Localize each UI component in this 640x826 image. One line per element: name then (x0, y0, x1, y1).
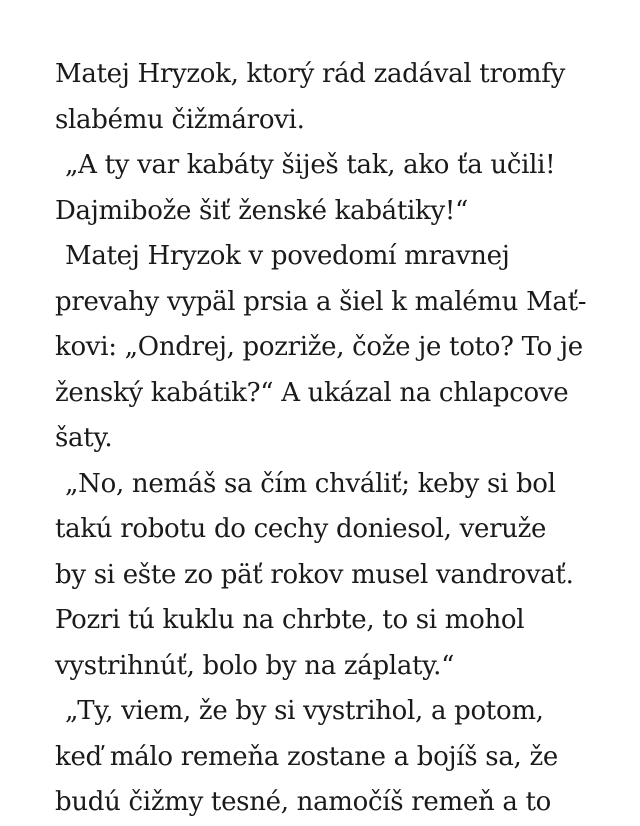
text-line-2: slabému čižmárovi. (55, 104, 305, 135)
text-line-14: vystrihnúť, bolo by na záplaty.“ (55, 650, 455, 681)
text-line-5: Matej Hryzok v povedomí mravnej (65, 241, 510, 271)
text-line-17: budú čižmy tesné, namočíš remeň a to (55, 787, 552, 817)
text-line-3: „A ty var kabáty šiješ tak, ako ťa učili! (65, 150, 556, 180)
text-line-4: Dajmibože šiť ženské kabátiky!“ (55, 195, 469, 226)
text-line-9: šaty. (55, 423, 113, 453)
body-text (55, 52, 615, 826)
text-line-11: takú robotu do cechy doniesol, veruže (55, 514, 547, 544)
text-line-16: keď málo remeňa zostane a bojíš sa, že (55, 741, 558, 772)
text-line-7: kovi: „Ondrej, pozriže, čože je toto? To je (55, 332, 583, 362)
text-line-13: Pozri tú kuklu na chrbte, to si mohol (55, 605, 525, 635)
text-line-10: „No, nemáš sa čím chváliť; keby si bol (65, 468, 556, 499)
text-line-6: prevahy vypäl prsia a šiel k malému Mať- (55, 286, 587, 317)
text-line-12: by si ešte zo päť rokov musel vandrovať. (55, 559, 574, 590)
text-line-15: „Ty, viem, že by si vystrihol, a potom, (65, 696, 544, 726)
text-line-8: ženský kabátik?“ A ukázal na chlapcove (55, 377, 569, 408)
text-line-1: Matej Hryzok, ktorý rád zadával tromfy (55, 59, 565, 89)
